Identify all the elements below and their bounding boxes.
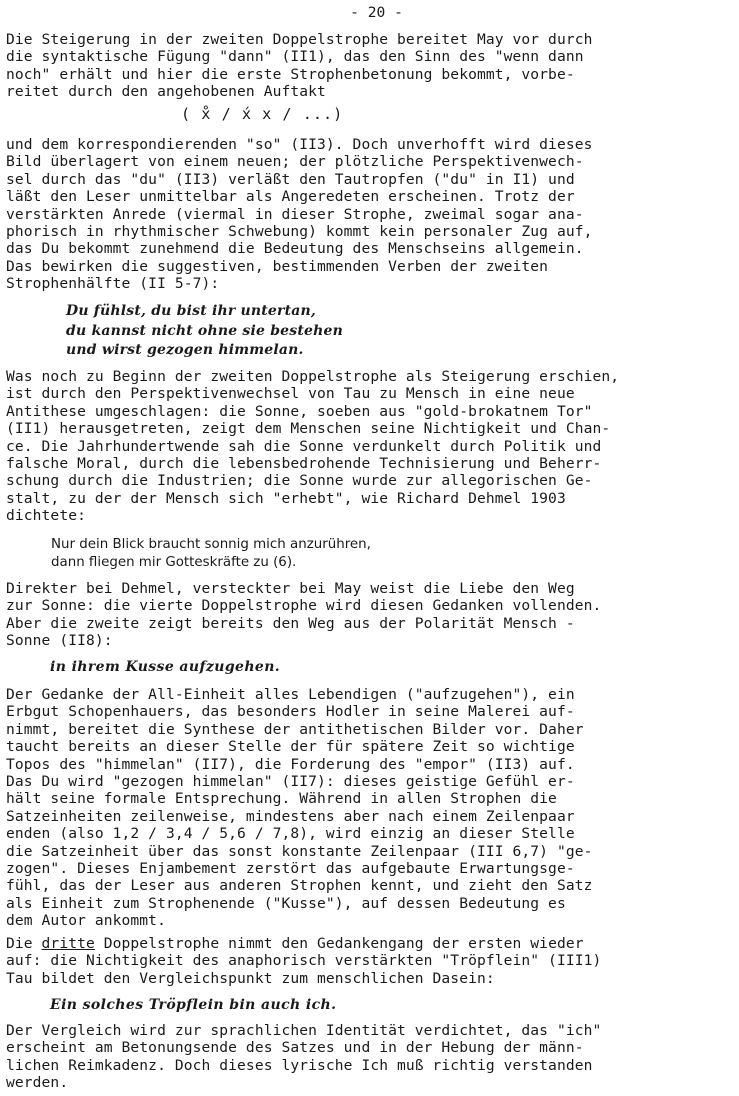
dehmel-quote: Nur dein Blick braucht sonnig mich anzurühren, dann fliegen mir Gotteskräfte zu (6). (51, 537, 371, 570)
paragraph-6 (6, 935, 601, 987)
poem-quote-2: in ihrem Kusse aufzugehen. (50, 659, 281, 675)
paragraph-2: und dem korrespondierenden "so" (II3). Doch unverhofft wird dieses Bild überlagert von einem neuen; der plötzliche Perspektivenwech- sel durch das "du" (II3) verläßt den Tautropfen ("du" in I1) und läßt den Leser unmittelbar als Angeredeten erscheinen. Trotz der verstärkten Anrede (viermal in dieser Strophe, zweimal sogar ana- phorisch in rhythmischer Schwebung) kommt kein personaler Zug auf, das Du bekommt zunehmend die Bedeutung des Menschseins allgemein. Das bewirken die suggestiven, bestimmenden Verben der zweiten Strophenhälfte (II 5-7): (6, 136, 593, 293)
paragraph-6-start: Die (6, 935, 42, 952)
page-number: - 20 - (350, 4, 403, 21)
meter-notation: ( x̊ / x́ x / ...) (181, 105, 344, 123)
poem-quote-1: Du fühlst, du bist ihr untertan, du kannst nicht ohne sie bestehen und wirst gezogen himmelan. (66, 303, 344, 358)
paragraph-4: Direkter bei Dehmel, versteckter bei May weist die Liebe den Weg zur Sonne: die vierte Doppelstrophe wird diesen Gedanken vollenden. Aber die zweite zeigt bereits den Weg aus der Polarität Mensch - Sonne (II8): (6, 580, 602, 650)
underlined-word: dritte (41, 935, 95, 952)
paragraph-6-rest: auf: die Nichtigkeit des anaphorisch verstärkten "Tröpflein" (III1) Tau bildet den Vergleichspunkt zum menschlichen Dasein: (6, 952, 602, 987)
paragraph-5: Der Gedanke der All-Einheit alles Lebendigen ("aufzugehen"), ein Erbgut Schopenhauers, das besonders Hodler in seine Malerei auf- nimmt, bereitet die Synthese der antithetischen Bilder vor. Daher taucht bereits an dieser Stelle der für spätere Zeit so wichtige Topos des "himmelan" (II7), die Forderung des "empor" (II3) auf. Das Du wird "gezogen himmelan" (II7): dieses geistige Gefühl er- hält seine formale Entsprechung. Während in allen Strophen die Satzeinheiten zeilenweise, mindestens aber nach einem Zeilenpaar enden (also 1,2 / 3,4 / 5,6 / 7,8), wird einzig an dieser Stelle die Satzeinheit über das sonst konstante Zeilenpaar (III 6,7) "ge- zogen". Dieses Enjambement zerstört das aufgebaute Erwartungsge- fühl, das der Leser aus anderen Strophen kennt, und zieht den Satz als Einheit zum Strophenende ("Kusse"), auf dessen Bedeutung es dem Autor ankommt. (6, 686, 593, 930)
paragraph-6-line1-rest: Doppelstrophe nimmt den Gedankengang der ersten wieder (94, 935, 584, 952)
paragraph-7: Der Vergleich wird zur sprachlichen Identität verdichtet, das "ich" erscheint am Betonungsende des Satzes und in der Hebung der männ- lichen Reimkadenz. Doch dieses lyrische Ich muß richtig verstanden werden. (6, 1022, 602, 1092)
paragraph-3: Was noch zu Beginn der zweiten Doppelstrophe als Steigerung erschien, ist durch den Perspektivenwechsel von Tau zu Mensch in eine neue Antithese umgeschlagen: die Sonne, soeben aus "gold-brokatnem Tor" (II1) herausgetreten, zeigt dem Menschen seine Nichtigkeit und Chan- ce. Die Jahrhundertwende sah die Sonne verdunkelt durch Politik und falsche Moral, durch die lebensbedrohende Technisierung und Beherr- schung durch die Industrien; die Sonne wurde zur allegorischen Ge- stalt, zu der der Mensch sich "erhebt", wie Richard Dehmel 1903 dichtete: (6, 368, 620, 525)
paragraph-1: Die Steigerung in der zweiten Doppelstrophe bereitet May vor durch die syntaktische Fügung "dann" (II1), das den Sinn des "wenn dann noch" erhält und hier die erste Strophenbetonung bekommt, vorbe- reitet durch den angehobenen Auftakt (6, 31, 593, 101)
poem-quote-3: Ein solches Tröpflein bin auch ich. (50, 997, 337, 1013)
